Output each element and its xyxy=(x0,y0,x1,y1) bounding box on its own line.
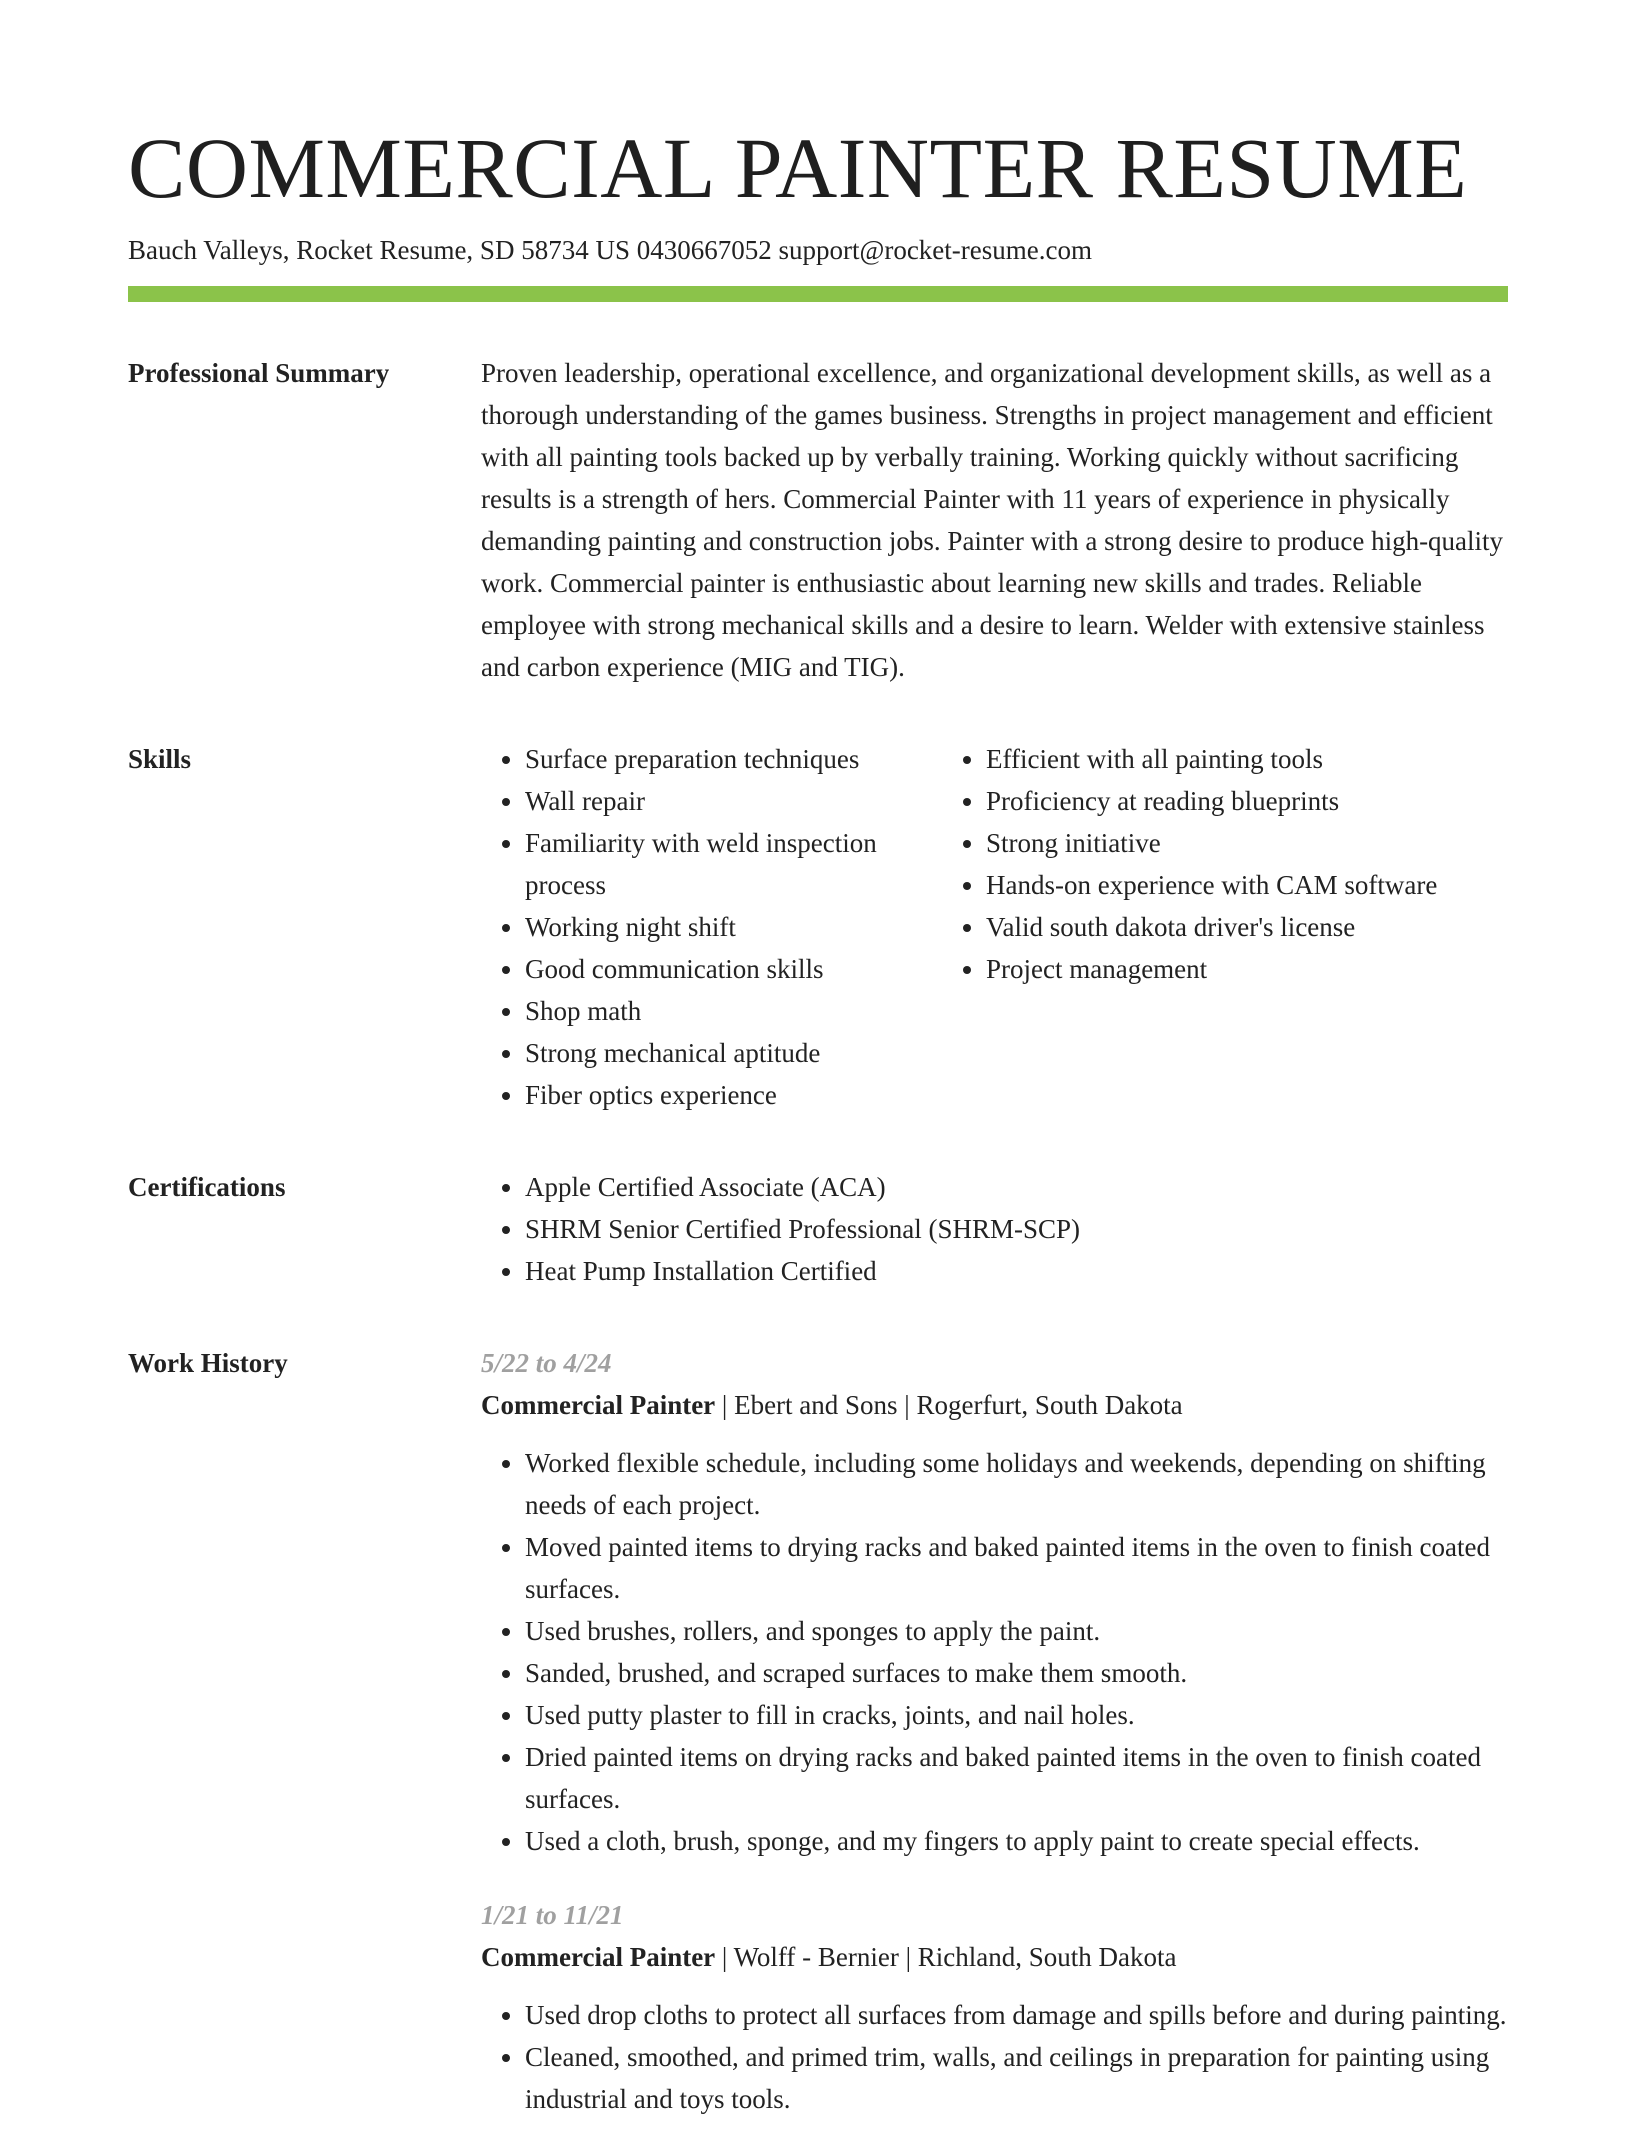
section-label: Work History xyxy=(128,1348,288,1378)
job-title-line xyxy=(481,1936,1508,1978)
contact-line: Bauch Valleys, Rocket Resume, SD 58734 US 0430667052 support@rocket-resume.com xyxy=(128,235,1092,265)
section-body xyxy=(481,352,1508,688)
resume-page xyxy=(128,118,1508,2152)
resume-title: COMMERCIAL PAINTER RESUME xyxy=(128,120,1468,216)
skills-list-left xyxy=(481,738,942,1116)
summary-text: Proven leadership, operational excellence, and organizational development skills, as well as a thorough understanding of the games business. Strengths in project management and efficient with all painting tools backed up by verbally training. Working quickly without sacrificing results is a strength of hers. Commercial Painter with 11 years of experience in physically demanding painting and construction jobs. Painter with a strong desire to produce high-quality work. Commercial painter is enthusiastic about learning new skills and trades. Reliable employee with strong mechanical skills and a desire to learn. Welder with extensive stainless and carbon experience (MIG and TIG). xyxy=(481,358,1504,682)
list-item: • Cleaned, smoothed, and primed trim, walls, and ceilings in preparation for painting using industrial and toys tools. xyxy=(525,2036,1508,2120)
section-label: Skills xyxy=(128,744,192,774)
job-dates: 5/22 to 4/24 xyxy=(481,1348,612,1378)
list-item: • Used putty plaster to fill in cracks, joints, and nail holes. xyxy=(525,1694,1508,1736)
list-item: • Wall repair xyxy=(525,780,942,822)
list-item: • Used drop cloths to protect all surfaces from damage and spills before and during painting. xyxy=(525,1994,1508,2036)
job-title-line xyxy=(481,1384,1508,1426)
list-item: • Strong mechanical aptitude xyxy=(525,1032,942,1074)
list-item: • Familiarity with weld inspection process xyxy=(525,822,942,906)
list-item: • Hands-on experience with CAM software xyxy=(986,864,1447,906)
list-item: • Surface preparation techniques xyxy=(525,738,942,780)
list-item: • Strong initiative xyxy=(986,822,1447,864)
list-item: • Efficient with all painting tools xyxy=(986,738,1447,780)
list-item: • Valid south dakota driver's license xyxy=(986,906,1447,948)
job-entry xyxy=(481,1342,1508,1862)
job-dates: 1/21 to 11/21 xyxy=(481,1900,624,1930)
list-item: • Dried painted items on drying racks and baked painted items in the oven to finish coated surfaces. xyxy=(525,1736,1508,1820)
list-item: • Used a cloth, brush, sponge, and my fingers to apply paint to create special effects. xyxy=(525,1820,1508,1862)
list-item: • Working night shift xyxy=(525,906,942,948)
certifications-list xyxy=(481,1166,1508,1292)
section-skills xyxy=(128,738,1508,1116)
section-label: Certifications xyxy=(128,1172,286,1202)
accent-divider xyxy=(128,286,1508,302)
job-bullets xyxy=(481,1994,1508,2120)
section-certifications xyxy=(128,1166,1508,1292)
list-item: • Good communication skills xyxy=(525,948,942,990)
section-label: Professional Summary xyxy=(128,358,390,388)
list-item: • Project management xyxy=(986,948,1447,990)
list-item: • Apple Certified Associate (ACA) xyxy=(525,1166,1508,1208)
list-item: • Moved painted items to drying racks and baked painted items in the oven to finish coated surfaces. xyxy=(525,1526,1508,1610)
list-item: • Used brushes, rollers, and sponges to apply the paint. xyxy=(525,1610,1508,1652)
list-item: • Shop math xyxy=(525,990,942,1032)
job-title: Commercial Painter xyxy=(481,1942,716,1972)
skills-columns xyxy=(481,738,1508,1116)
job-bullets xyxy=(481,1442,1508,1862)
job-employer-location: | Ebert and Sons | Rogerfurt, South Dakota xyxy=(715,1390,1183,1420)
list-item: • Sanded, brushed, and scraped surfaces to make them smooth. xyxy=(525,1652,1508,1694)
list-item: • Heat Pump Installation Certified xyxy=(525,1250,1508,1292)
work-history-body xyxy=(481,1342,1508,2152)
section-work-history xyxy=(128,1342,1508,2152)
list-item: • Proficiency at reading blueprints xyxy=(986,780,1447,822)
skills-list-right xyxy=(942,738,1447,1116)
list-item: • Worked flexible schedule, including some holidays and weekends, depending on shifting needs of each project. xyxy=(525,1442,1508,1526)
section-professional-summary xyxy=(128,352,1508,688)
job-title: Commercial Painter xyxy=(481,1390,716,1420)
job-employer-location: | Wolff - Bernier | Richland, South Dakota xyxy=(715,1942,1177,1972)
section-body xyxy=(481,1166,1508,1292)
list-item: • SHRM Senior Certified Professional (SHRM-SCP) xyxy=(525,1208,1508,1250)
job-entry xyxy=(481,1894,1508,2120)
list-item: • Fiber optics experience xyxy=(525,1074,942,1116)
